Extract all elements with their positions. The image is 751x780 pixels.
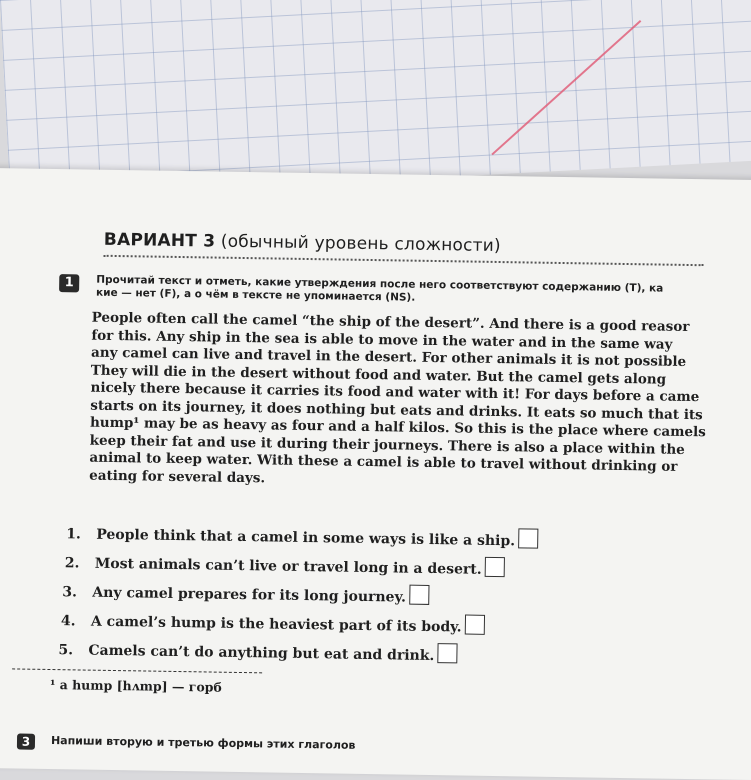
variant-title-bold: ВАРИАНТ 3 xyxy=(103,229,216,252)
footnote: ¹ a hump [hʌmp] — горб xyxy=(49,677,222,695)
reading-passage: People often call the camel “the ship of the desert”. And there is a good reasor for this. Any ship in the sea is able to move in the water and in the same way any camel can live and travel in the desert. For other animals it is not possible They will die in the desert without food and water. But the camel gets along nicely there because it carries its food and water with it! For days before a came starts on its journey, it does nothing but eats and drinks. It eats so much that its hump¹ may be as heavy as four and a half kilos. So this is the place where camels keep their fat and use it during their journeys. There is also a place within the animal to keep water. With these a camel is able to travel without drinking or eating for several days. xyxy=(89,309,706,486)
answer-checkbox[interactable] xyxy=(464,615,484,635)
answer-checkbox[interactable] xyxy=(437,643,457,663)
title-dotted-rule xyxy=(104,255,704,266)
statement-number: 3. xyxy=(62,584,78,601)
footnote-divider xyxy=(12,668,262,673)
statement-number: 4. xyxy=(60,613,76,630)
statement-text: A camel’s hump is the heaviest part of its body. xyxy=(90,613,462,636)
statement-number: 1. xyxy=(66,526,82,543)
statement-text: Most animals can’t live or travel long in a desert. xyxy=(94,555,482,578)
task-instruction: Прочитай текст и отметь, какие утверждения после него соответствуют содержанию (T), ка кие — нет (F), а о чём в тексте не упоминается (NS). xyxy=(95,273,664,304)
task3-number-badge: 3 xyxy=(17,733,35,749)
statements-list xyxy=(58,521,666,675)
statement-number: 2. xyxy=(64,555,80,572)
variant-title-level: (обычный уровень сложности) xyxy=(215,231,501,257)
statement-number: 5. xyxy=(58,642,74,659)
answer-checkbox[interactable] xyxy=(485,557,505,577)
task-number-badge: 1 xyxy=(59,274,79,292)
answer-checkbox[interactable] xyxy=(409,585,429,605)
task3-instruction: Напиши вторую и третью формы этих глаголов xyxy=(50,734,356,752)
statement-text: Camels can’t do anything but eat and drink. xyxy=(88,642,435,665)
statement-text: People think that a camel in some ways is like a ship. xyxy=(96,526,516,550)
variant-title xyxy=(104,230,501,256)
worksheet-page xyxy=(0,168,751,780)
statement-text: Any camel prepares for its long journey. xyxy=(92,584,407,606)
answer-checkbox[interactable] xyxy=(518,528,538,548)
